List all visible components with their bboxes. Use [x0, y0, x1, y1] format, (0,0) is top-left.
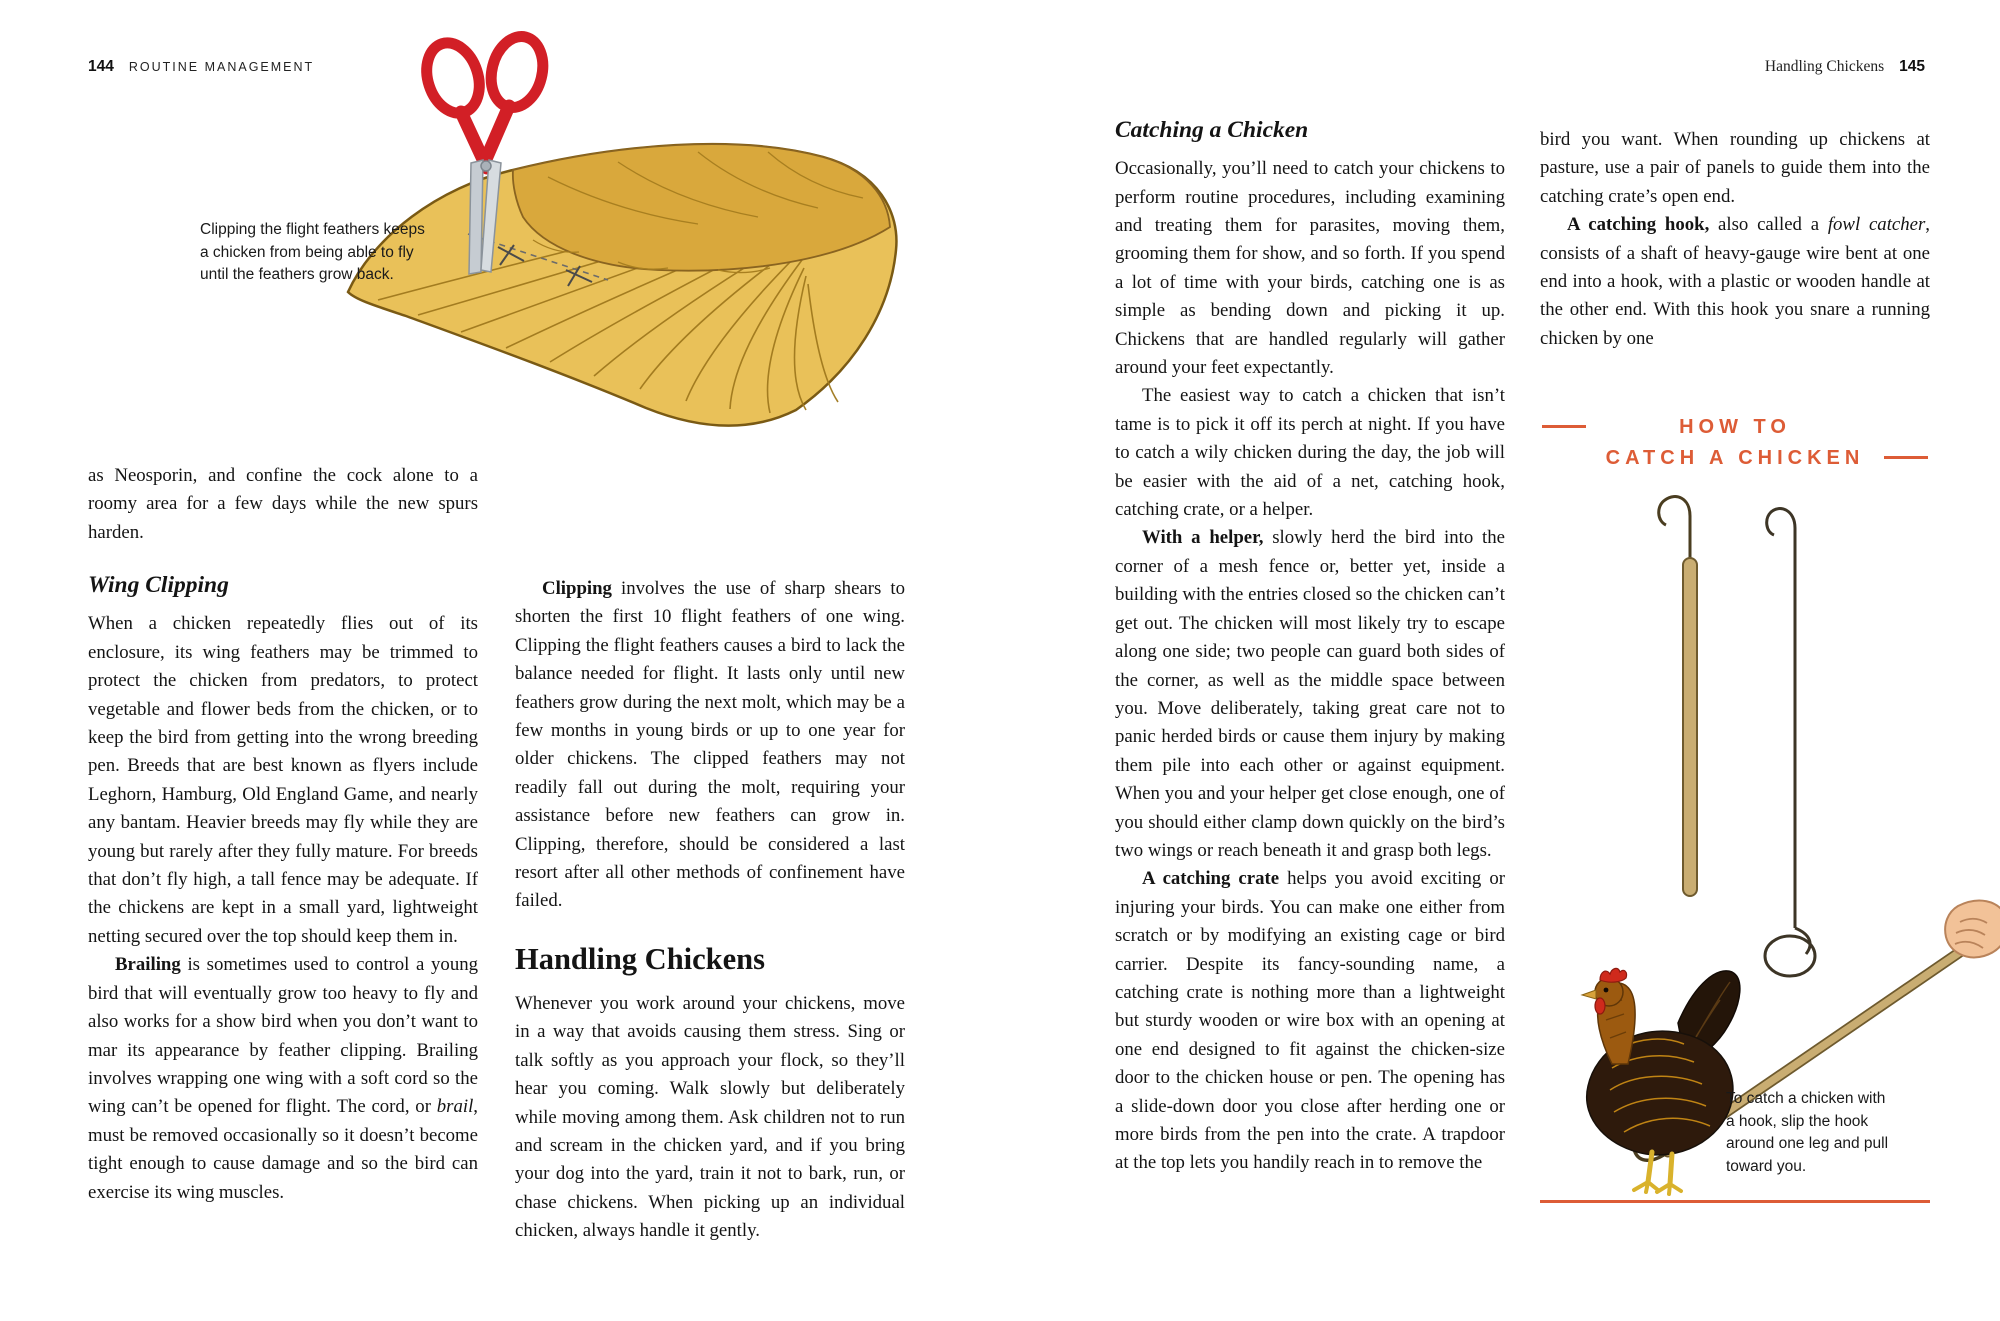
hand-icon — [1945, 901, 2000, 958]
right-column-2 — [1540, 126, 1930, 353]
catching-paragraph-2: The easiest way to catch a chicken that isn’t tame is to pick it off its perch at night. If you have to catch a wily chicken during the day, the job will be easier with the aid of a net, catching hook, catching crate, or a helper. — [1115, 385, 1505, 521]
sidebar-title-line1: HOW TO — [1679, 416, 1791, 438]
chicken-illustration — [1582, 968, 1740, 1194]
catching-paragraph-1: Occasionally, you’ll need to catch your chickens to perform routine procedures, including examining and treating them for parasites, moving them, grooming them for show, and so forth. If you spend a lot of time with your birds, catching one is as simple as bending down and picking it up. Chickens that are handled regularly will gather around your feet expectantly. — [1115, 158, 1505, 379]
catching-hook-with-handle-icon — [1659, 497, 1697, 896]
sidebar-bottom-rule — [1540, 1200, 1930, 1203]
handling-chickens-heading: Handling Chickens — [515, 941, 766, 976]
left-running-head — [88, 58, 314, 76]
with-a-helper-paragraph: With a helper, slowly herd the bird into the corner of a mesh fence or, better yet, inside a building with the entries closed so the chicken can’t get out. The chicken will most likely try to escape along one side; two people can guard both sides of the corner, as well as the middle space between you. Move deliberately, taking great care not to panic herded birds or cause them injury by making them pile into each other or against equipment. When you and your helper get close enough, one of you should either clamp down quickly on the bird’s two wings or reach beneath it and grasp both legs. — [1115, 527, 1505, 861]
left-page-number: 144 — [88, 58, 114, 75]
right-running-head — [1765, 58, 1925, 76]
wing-clipping-heading: Wing Clipping — [88, 572, 229, 599]
continuation-paragraph: as Neosporin, and confine the cock alone to a roomy area for a few days while the new spurs harden. — [88, 465, 478, 543]
brailing-paragraph: Brailing is sometimes used to control a young bird that will eventually grow too heavy to fly and also works for a show bird when you don’t want to mar its appearance by feather clipping. Brailing involves wrapping one wing with a soft cord so the wing can’t be opened for flight. The cord, or brail, must be removed occasionally so it doesn’t become tight enough to cause damage and so the bird can exercise its wing muscles. — [88, 954, 478, 1203]
handling-intro-paragraph: Whenever you work around your chickens, move in a way that avoids causing them stress. Sing or talk softly as you approach your flock, so they’ll hear you coming. Walk slowly but deliberately while moving among them. Ask children not to run and scream in the chicken yard, and if you bring your dog into the yard, train it not to bark, run, or chase chickens. When picking up an individual chicken, always handle it gently. — [515, 992, 905, 1242]
catching-hook-paragraph: A catching hook, also called a fowl catcher, consists of a shaft of heavy-gauge wire bent at one end into a hook, with a plastic or wooden handle at the other end. With this hook you snare a running chicken by one — [1540, 214, 1930, 349]
crate-continuation-paragraph: bird you want. When rounding up chickens at pasture, use a pair of panels to guide them into the catching crate’s open end. — [1540, 129, 1930, 207]
catching-hook-wire-icon — [1765, 509, 1815, 976]
wing-clipping-paragraph: When a chicken repeatedly flies out of its enclosure, its wing feathers may be trimmed to protect the chicken from predators, to protect vegetable and flower beds from the chicken, or to keep the bird from getting into the wrong breeding pen. Breeds that are best known as flyers include Leghorn, Hamburg, Old England Game, and nearly any bantam. Heavier breeds may fly while they are young but rarely after they fully mature. For breeds that don’t fly high, a tall fence may be adequate. If the chickens are kept in a small yard, lightweight netting secured over the top should keep them in. — [88, 613, 478, 947]
right-section-title: Handling Chickens — [1764, 58, 1885, 75]
clipping-paragraph: Clipping involves the use of sharp shears to shorten the first 10 flight feathers of one wing. Clipping the flight feathers causes a bird to lack the balance needed for flight. It lasts only until new feathers grow during the next molt, which may be a few months in young birds or up to one year for older chickens. The clipped feathers may not readily fall out during the molt, requiring your assistance before new feathers can grow in. Clipping, therefore, should be considered a last resort after all other methods of confinement have failed. — [515, 578, 905, 912]
right-page-number: 145 — [1899, 58, 1925, 75]
catching-a-chicken-heading: Catching a Chicken — [1115, 117, 1309, 143]
how-to-catch-a-chicken-title — [1540, 412, 1930, 474]
title-rule-right-icon — [1884, 456, 1928, 459]
sidebar-title-line2: CATCH A CHICKEN — [1605, 447, 1865, 469]
left-section-title: ROUTINE MANAGEMENT — [128, 60, 315, 74]
left-column-1 — [88, 462, 478, 1207]
catching-crate-paragraph: A catching crate helps you avoid exciting or injuring your birds. You can make one either from scratch or by modifying an existing cage or bird carrier. Despite its fancy-sounding name, a catching crate is nothing more than a lightweight but sturdy wooden or wire box with an opening at one end designed to fit against the chicken-size door to the chicken house or pen. The opening has a slide-down door you close after herding one or more birds from the pen into the crate. A trapdoor at the top lets you handily reach in to remove the — [1115, 868, 1505, 1174]
wing-figure-caption: Clipping the flight feathers keeps a chicken from being able to fly until the feathers grow back. — [200, 221, 425, 283]
catching-figure-caption: To catch a chicken with a hook, slip the hook around one leg and pull toward you. — [1726, 1090, 1889, 1175]
right-column-1 — [1115, 116, 1505, 1178]
title-rule-left-icon — [1542, 425, 1586, 428]
left-column-2 — [515, 575, 905, 1246]
